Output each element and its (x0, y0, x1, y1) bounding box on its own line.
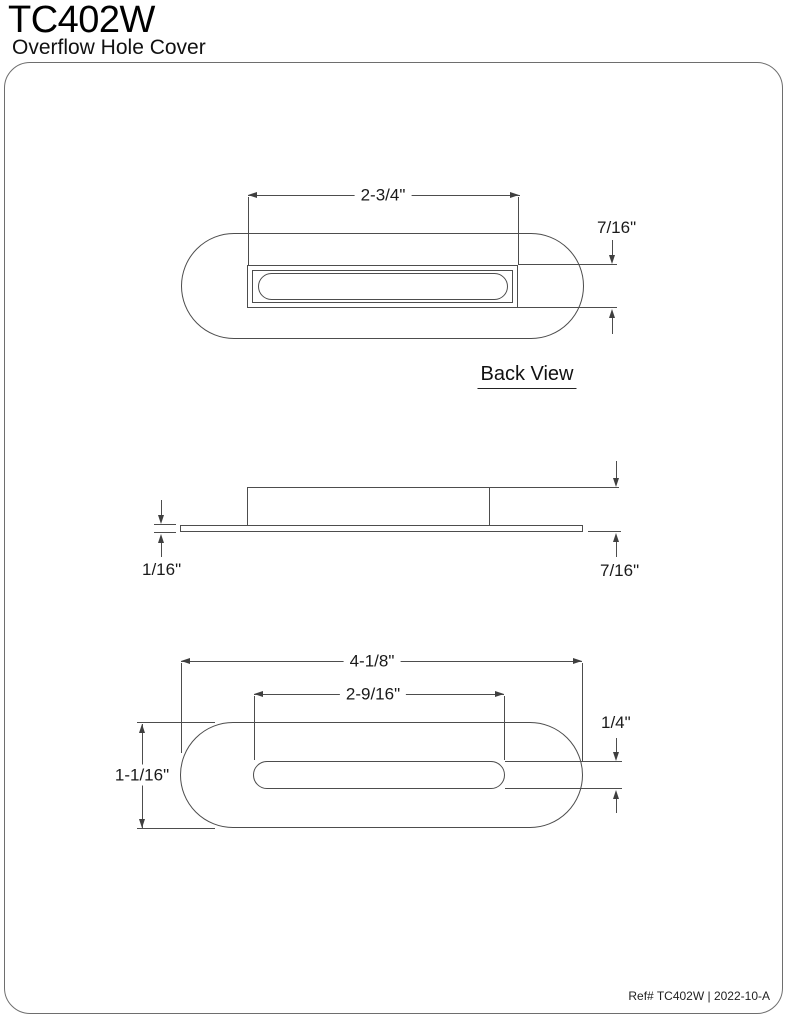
side-height-arrow-bottom-shaft (616, 542, 617, 557)
page-subtitle: Overflow Hole Cover (12, 36, 206, 59)
front-overall-height-dim-label: 1-1/16" (109, 765, 175, 786)
back-height-arrow-top-shaft (612, 240, 613, 256)
back-height-arrow-top (609, 255, 615, 264)
back-width-dim-label: 2-3/4" (355, 185, 412, 206)
front-slot-height-arrow-bottom-shaft (616, 799, 617, 813)
front-overall-height-ext-bottom (137, 828, 215, 829)
front-slot-height-arrow-top-shaft (616, 738, 617, 752)
back-width-arrow-left (248, 192, 257, 198)
side-view-base-plate (180, 525, 583, 532)
side-height-arrow-top (613, 478, 619, 487)
back-view-label: Back View (477, 363, 576, 389)
back-height-ext-top (519, 264, 617, 265)
side-thickness-arrow-bottom (158, 534, 164, 543)
front-overall-width-arrow-right (573, 658, 582, 664)
front-slot-height-arrow-top (613, 752, 619, 761)
front-slot-height-arrow-bottom (613, 790, 619, 799)
page-title: TC402W (8, 0, 155, 41)
front-overall-width-dim-label: 4-1/8" (344, 651, 401, 672)
side-height-dim-label: 7/16" (600, 561, 640, 580)
side-height-arrow-bottom (613, 533, 619, 542)
front-overall-width-arrow-left (181, 658, 190, 664)
side-thickness-dim-label: 1/16" (142, 560, 182, 579)
side-thickness-arrow-top (158, 515, 164, 524)
side-view-riser (247, 487, 490, 526)
front-overall-height-arrow-top (139, 724, 145, 733)
front-view-slot (253, 761, 505, 789)
back-view-slot (258, 273, 508, 300)
side-thickness-ext-top (154, 524, 176, 525)
side-thickness-arrow-top-shaft (161, 500, 162, 515)
back-height-dim-label: 7/16" (597, 218, 637, 237)
front-slot-width-ext-right (504, 696, 505, 760)
front-slot-height-ext-top (505, 761, 622, 762)
side-height-arrow-top-shaft (616, 461, 617, 478)
side-height-ext-bottom (588, 531, 621, 532)
back-height-arrow-bottom (609, 309, 615, 318)
front-overall-height-arrow-bottom (139, 819, 145, 828)
front-slot-width-dim-label: 2-9/16" (340, 684, 406, 705)
back-width-ext-right (518, 197, 519, 265)
front-slot-width-arrow-left (254, 691, 263, 697)
back-height-arrow-bottom-shaft (612, 318, 613, 334)
front-overall-height-ext-top (137, 722, 215, 723)
back-height-ext-bottom (518, 307, 617, 308)
back-width-ext-left (248, 197, 249, 265)
front-slot-width-arrow-right (495, 691, 504, 697)
front-overall-width-ext-left (181, 663, 182, 753)
front-overall-width-ext-right (582, 663, 583, 762)
front-slot-width-ext-left (254, 696, 255, 760)
side-thickness-ext-bottom (154, 532, 176, 533)
footer-reference: Ref# TC402W | 2022-10-A (628, 989, 770, 1003)
side-thickness-arrow-bottom-shaft (161, 543, 162, 557)
side-height-ext-top (490, 487, 619, 488)
front-slot-height-ext-bottom (505, 788, 622, 789)
front-slot-height-dim-label: 1/4" (601, 713, 631, 732)
